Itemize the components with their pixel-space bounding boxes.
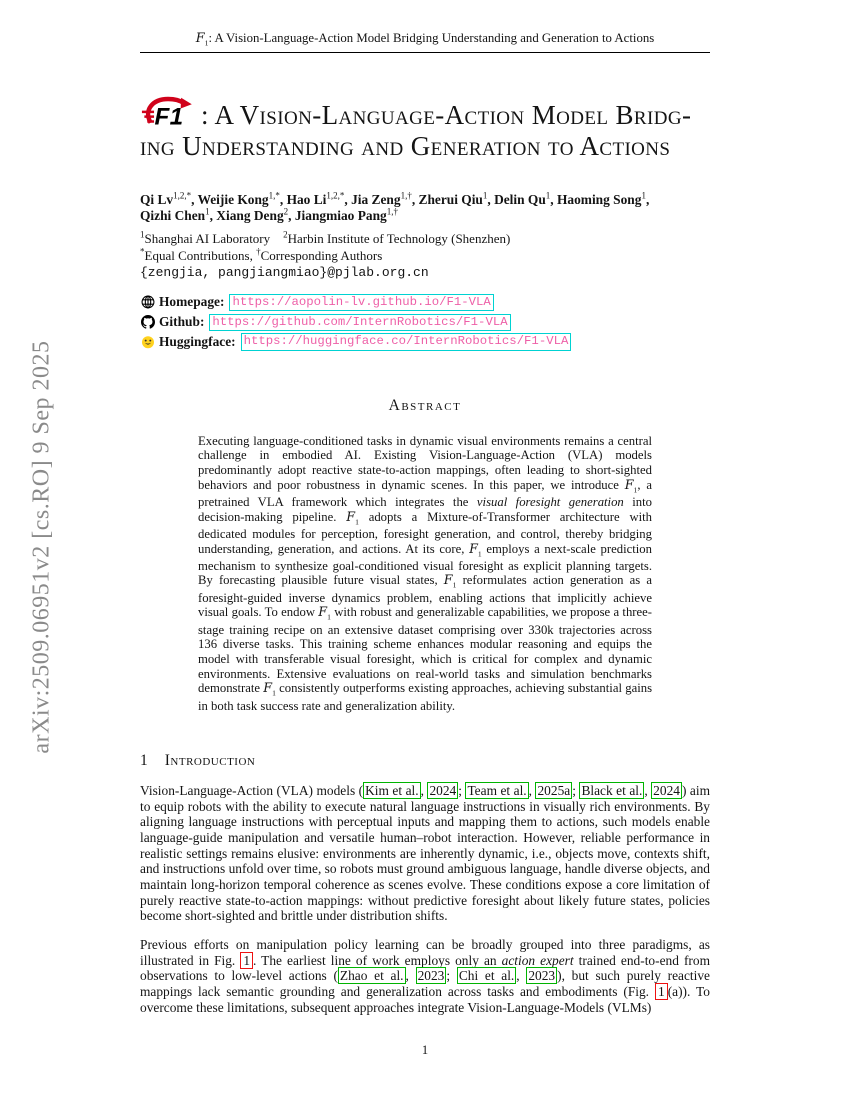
mathcal-f1: $F_1$ (346, 508, 359, 527)
citation-link[interactable]: 2024 (653, 783, 680, 799)
globe-icon (140, 295, 155, 309)
citation-link[interactable]: 2025a (537, 783, 571, 799)
authors-block (140, 192, 710, 225)
intro-paragraph-2: Previous efforts on manipulation policy learning can be broadly grouped into three paradigms, as illustrated in Fig. 1 . The earliest line of work employs only an action expert trained end-to-end from observations to low-level actions ( Zhao et al. , 2023 ; Chi et al. , 2023 ), but such purely reactive mappings lack semantic grounding and generalization across tasks and embodiments (Fig. 1 (a)). To overcome these limitations, subsequent approaches integrate Vision-Language-Models (VLMs) (140, 937, 710, 1015)
github-row: Github : https://github.com/InternRobotics/F1-VLA (140, 314, 710, 331)
abstract-text: Executing language-conditioned tasks in dynamic visual environments remains a central challenge in embodied AI. Existing Vision-Language-Action (VLA) models predominantly adopt reactive state-to-action mappings, often leading to short-sighted behaviors and poor robustness in dynamic scenes. In this paper, we introduce $F_1$, a pretrained VLA framework which integrates the visual foresight generation into decision-making pipeline. $F_1$ adopts a Mixture-of-Transformer architecture with dedicated modules for perception, foresight generation, and control, thereby bridging understanding, generation, and actions. At its core, $F_1$ employs a next-scale prediction mechanism to synthesize goal-conditioned visual foresight as explicit planning targets. By forecasting plausible future visual states, $F_1$ reformulates action generation as a foresight-guided inverse dynamics problem, enabling actions that implicitly achieve visual goals. To endow $F_1$ with robust and generalizable capabilities, we propose a three-stage training recipe on an extensive dataset comprising over 330k trajectories across 136 diverse tasks. This training scheme enhances modular reasoning and equips the model with transferable visual foresight, which is critical for complex and dynamic environments. Extensive evaluations on real-world tasks and simulation benchmarks demonstrate $F_1$ consistently outperforms existing approaches, achieving substantial gains in both task success rate and generalization ability. (198, 433, 653, 713)
citation-link[interactable]: 2023 (528, 968, 556, 984)
page-number: 1 (421, 1043, 429, 1057)
affiliations: $^1$Shanghai AI Laboratory $^2$Harbin Institute of Technology (Shenzhen) (140, 230, 511, 247)
huggingface-url[interactable]: https://huggingface.co/InternRobotics/F1-VLA (241, 333, 572, 350)
title-line2: ing Understanding and Generation to Actions (140, 130, 671, 161)
huggingface-row: Huggingface : https://huggingface.co/InternRobotics/F1-VLA (140, 333, 710, 350)
homepage-row: Homepage : https://aopolin-lv.github.io/F1-VLA (140, 294, 710, 311)
citation-link[interactable]: Black et al. (581, 783, 643, 799)
authors-line-1: Qi $Lv^{1,2,*}$, Weijie Kong$^{1,*}$, Hao $Li^{1,2,*}$, Jia Zeng$^{1,\dagger}$, Zherui Qiu$^1$, Delin Qu$^1$, Haoming Song$^1$, (140, 190, 650, 207)
mathcal-f1: $F_1$ (263, 680, 276, 698)
citation-link[interactable]: Chi et al. (458, 968, 515, 984)
contributions-note: *Equal Contributions, †Corresponding Authors (140, 246, 383, 263)
huggingface-label: Huggingface (159, 334, 232, 350)
mathcal-f1: $F_1$ (443, 572, 457, 591)
links-block (140, 294, 710, 351)
contact-email: {zengjia, pangjiangmiao}@pjlab.org.cn (140, 264, 429, 280)
paper-title (140, 95, 710, 162)
logo-f1-text: F1 (154, 103, 184, 131)
mathcal-f1: $F_1$ (318, 604, 331, 622)
citation-link[interactable]: 2023 (417, 968, 445, 984)
github-icon (140, 315, 155, 329)
authors-line-2: Qizhi Chen$^1$, Xiang Deng$^2$, Jiangmiao Pang$^{1,\dagger}$ (140, 206, 398, 223)
f1-logo-icon (140, 100, 201, 130)
abstract-heading: Abstract (388, 396, 462, 414)
mathcal-f1: $F_1$ (195, 31, 209, 48)
citation-link[interactable]: Team et al. (467, 783, 527, 799)
intro-paragraph-1: Vision-Language-Action (VLA) models ( Kim et al. , 2024 ; Team et al. , 2025a ; Black et al. , 2024 ) aim to equip robots with the ability to execute natural language instructions in visually rich environments. By aligning language instructions with perceptual inputs and mapping them to actions, such models enable language-guide manipulation and versatile human–robot interaction. However, reliable performance in realistic settings remains elusive: environments are inherently dynamic, i.e., objects move, contexts shift, and instructions unfold over time, so robots must ground ambiguous language, handle diverse objects, and maintain long-horizon temporal coherence as scenes evolve. These conditions expose a core limitation of purely reactive state-to-action mappings: without predictive foresight about likely future states, policies become short-sighted and brittle under distribution shifts. (140, 783, 710, 924)
section-heading-introduction (140, 752, 710, 770)
figure-ref-link[interactable]: 1 (240, 952, 253, 969)
figure-ref-link[interactable]: 1 (655, 983, 668, 1000)
homepage-label: Homepage (159, 294, 220, 310)
running-header: $F_1$: A Vision-Language-Action Model Bridging Understanding and Generation to Actions (195, 31, 655, 48)
section-number: 1 (140, 752, 148, 770)
huggingface-icon (140, 335, 155, 349)
homepage-url[interactable]: https://aopolin-lv.github.io/F1-VLA (229, 294, 493, 311)
citation-link[interactable]: Kim et al. (365, 783, 419, 799)
github-url[interactable]: https://github.com/InternRobotics/F1-VLA (209, 314, 510, 331)
github-label: Github (159, 314, 200, 330)
header-rule (140, 52, 710, 53)
mathcal-f1: $F_1$ (469, 540, 482, 559)
citation-link[interactable]: 2024 (429, 783, 457, 799)
mathcal-f1: $F_1$ (624, 476, 638, 495)
section-title: Introduction (164, 752, 256, 770)
arxiv-watermark: arXiv:2509.06951v2 [cs.RO] 9 Sep 2025 (28, 340, 55, 754)
title-line1: : A Vision-Language-Action Model Bridg- (201, 99, 692, 130)
citation-link[interactable]: Zhao et al. (339, 968, 404, 984)
